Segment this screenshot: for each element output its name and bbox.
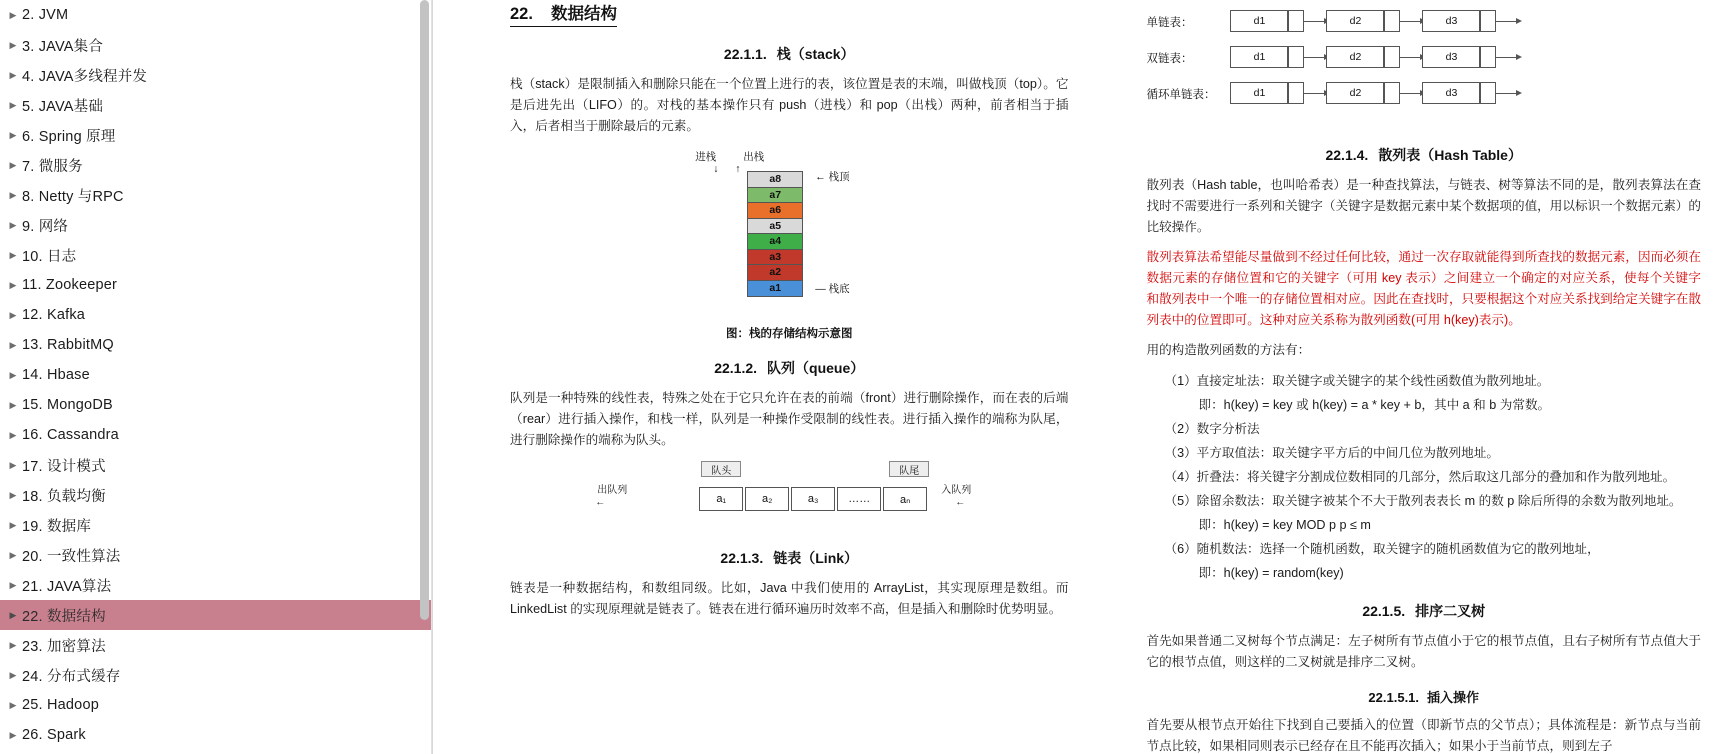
sidebar-item-19[interactable]: [0, 510, 431, 540]
chevron-right-icon[interactable]: ▶: [9, 669, 17, 680]
section-heading-link: [510, 548, 1068, 568]
chevron-right-icon[interactable]: ▶: [9, 429, 17, 440]
chevron-right-icon[interactable]: ▶: [9, 399, 17, 410]
section-number-hash: 22.1.4.: [1325, 147, 1369, 163]
linked-node-pointer: [1384, 82, 1400, 104]
queue-enqueue-label: 入队列: [941, 485, 972, 496]
hash-method-item: 即：h(key) = key 或 h(key) = a * key + b，其中 a 和 b 为常数。: [1198, 398, 1551, 412]
hash-method-item: （2）数字分析法: [1164, 422, 1260, 436]
sidebar-item-4[interactable]: [0, 60, 431, 90]
section-number-insert: 22.1.5.1.: [1368, 690, 1420, 705]
stack-cell: a3: [748, 250, 802, 266]
sidebar-item-13[interactable]: [0, 330, 431, 360]
linked-connector: [1496, 57, 1518, 58]
linked-node-pointer: [1288, 10, 1304, 32]
chapter-number: 22.: [510, 5, 533, 23]
sidebar-item-26[interactable]: [0, 720, 431, 750]
sidebar-item-3[interactable]: [0, 30, 431, 60]
linked-connector: [1304, 21, 1326, 22]
section-number-link: 22.1.3.: [720, 550, 764, 566]
linked-connector: [1400, 93, 1422, 94]
queue-cell: aₙ: [883, 487, 927, 511]
queue-cell: ……: [837, 487, 881, 511]
sidebar-item-15[interactable]: [0, 390, 431, 420]
queue-dequeue-label: 出队列: [597, 485, 628, 496]
sidebar-item-label: 12. Kafka: [22, 307, 86, 323]
page-right: [1102, 0, 1735, 754]
chevron-right-icon[interactable]: ▶: [9, 39, 17, 50]
section-number-stack: 22.1.1.: [723, 46, 767, 62]
sidebar-item-label: 20. 一致性算法: [22, 548, 121, 565]
sidebar-item-11[interactable]: [0, 270, 431, 300]
sidebar-item-label: 14. Hbase: [22, 367, 90, 383]
stack-figure: [639, 149, 939, 317]
sidebar-item-6[interactable]: [0, 120, 431, 150]
chapter-heading: [510, 0, 617, 27]
sidebar-item-label: 4. JAVA多线程并发: [22, 68, 148, 85]
chapter-title: 数据结构: [550, 5, 617, 23]
linked-row-label: 单链表：: [1146, 17, 1193, 29]
linked-node-pointer: [1384, 10, 1400, 32]
sidebar-item-17[interactable]: [0, 450, 431, 480]
stack-cell: a2: [748, 265, 802, 281]
sidebar-scrollbar-thumb[interactable]: [420, 0, 429, 620]
sidebar-item-9[interactable]: [0, 210, 431, 240]
section-heading-insert: [1146, 687, 1701, 706]
section-number-bst: 22.1.5.: [1362, 603, 1406, 619]
sidebar-item-label: 7. 微服务: [22, 158, 83, 175]
chevron-right-icon[interactable]: ▶: [9, 549, 17, 560]
section-number-queue: 22.1.2.: [714, 360, 758, 376]
sidebar-item-label: 16. Cassandra: [22, 427, 119, 443]
linked-node-pointer: [1480, 82, 1496, 104]
queue-cell: a₁: [699, 487, 743, 511]
linked-connector: [1496, 21, 1518, 22]
stack-cell: a4: [748, 234, 802, 250]
chevron-right-icon[interactable]: ▶: [9, 249, 17, 260]
linked-row-label: 双链表：: [1146, 53, 1193, 65]
divider-line: [432, 0, 433, 754]
sidebar-item-7[interactable]: [0, 150, 431, 180]
sidebar-item-18[interactable]: [0, 480, 431, 510]
linked-connector: [1304, 57, 1326, 58]
chevron-right-icon[interactable]: ▶: [9, 729, 17, 740]
sidebar-item-5[interactable]: [0, 90, 431, 120]
stack-push-label: 进栈 ↓: [695, 151, 719, 175]
section-title-hash: 散列表（Hash Table）: [1378, 147, 1522, 163]
linked-node: d2: [1326, 82, 1384, 104]
stack-cell: a7: [748, 188, 802, 204]
chevron-right-icon[interactable]: ▶: [9, 129, 17, 140]
sidebar-item-2[interactable]: [0, 0, 431, 30]
chevron-right-icon[interactable]: ▶: [9, 699, 17, 710]
hash-method-item: 即：h(key) = random(key): [1198, 566, 1344, 580]
sidebar-item-label: 18. 负载均衡: [22, 488, 106, 505]
linked-connector: [1304, 93, 1326, 94]
sidebar-item-label: 23. 加密算法: [22, 638, 106, 655]
sidebar-item-label: 2. JVM: [22, 7, 69, 23]
stack-cell: a8: [748, 172, 802, 188]
sidebar-item-25[interactable]: [0, 690, 431, 720]
chevron-right-icon[interactable]: ▶: [9, 639, 17, 650]
stack-cell: a5: [748, 219, 802, 235]
section-heading-hash: [1146, 145, 1701, 165]
chevron-right-icon[interactable]: ▶: [9, 609, 17, 620]
chevron-right-icon[interactable]: ▶: [9, 309, 17, 320]
linked-connector: [1400, 57, 1422, 58]
sidebar-item-label: 19. 数据库: [22, 518, 92, 535]
hash-method-item: （5）除留余数法：取关键字被某个不大于散列表表长 m 的数 p 除后所得的余数为散列地址。: [1164, 494, 1682, 508]
hash-method-list: [1146, 370, 1701, 584]
chevron-right-icon[interactable]: ▶: [9, 339, 17, 350]
outline-sidebar[interactable]: [0, 0, 432, 754]
queue-figure: 队头 队尾 出队列 入队列 ← ← a₁ a₂ a₃ …… aₙ: [589, 461, 989, 531]
hash-method-item: （6）随机数法：选择一个随机函数，取关键字的随机函数值为它的散列地址，: [1164, 542, 1600, 556]
hash-paragraph-3: 用的构造散列函数的方法有：: [1146, 343, 1311, 357]
linked-list-figure: [1146, 0, 1706, 128]
chevron-right-icon[interactable]: ▶: [9, 189, 17, 200]
chevron-right-icon[interactable]: ▶: [9, 459, 17, 470]
chevron-right-icon[interactable]: ▶: [9, 519, 17, 530]
sidebar-item-22[interactable]: [0, 600, 431, 630]
sidebar-item-label: 21. JAVA算法: [22, 578, 112, 595]
sidebar-item-label: 13. RabbitMQ: [22, 337, 114, 353]
section-title-link: 链表（Link）: [773, 550, 859, 566]
sidebar-item-12[interactable]: [0, 300, 431, 330]
stack-paragraph: 栈（stack）是限制插入和删除只能在一个位置上进行的表，该位置是表的末端，叫做栈顶（top）。它是后进先出（LIFO）的。对栈的基本操作只有 push（进栈）和 pop（出栈）两种，前者相当于插入，后者相当于删除最后的元素。: [510, 77, 1069, 133]
insert-paragraph: 首先要从根节点开始往下找到自己要插入的位置（即新节点的父节点）；具体流程是：新节点与当前节点比较，如果相同则表示已经存在且不能再次插入；如果小于当前节点，则到左子: [1146, 718, 1701, 753]
sidebar-item-16[interactable]: [0, 420, 431, 450]
linked-node: d2: [1326, 10, 1384, 32]
sidebar-item-label: 3. JAVA集合: [22, 38, 104, 55]
queue-cell: a₂: [745, 487, 789, 511]
outline-list[interactable]: [0, 0, 431, 750]
linked-node: d2: [1326, 46, 1384, 68]
linked-node: d1: [1230, 46, 1288, 68]
sidebar-item-10[interactable]: [0, 240, 431, 270]
sidebar-item-label: 11. Zookeeper: [22, 277, 118, 293]
sidebar-item-label: 5. JAVA基础: [22, 98, 104, 115]
stack-bottom-annotation: — 栈底: [815, 283, 850, 295]
queue-paragraph: 队列是一种特殊的线性表，特殊之处在于它只允许在表的前端（front）进行删除操作，而在表的后端（rear）进行插入操作，和栈一样，队列是一种操作受限制的线性表。进行插入操作的端称为队尾，进行删除操作的端称为队头。: [510, 391, 1069, 447]
sidebar-item-label: 8. Netty 与RPC: [22, 188, 124, 205]
section-title-stack: 栈（stack）: [776, 46, 855, 62]
queue-cell: a₃: [791, 487, 835, 511]
chevron-right-icon[interactable]: ▶: [9, 9, 17, 20]
linked-node-pointer: [1288, 82, 1304, 104]
hash-method-item: 即：h(key) = key MOD p p ≤ m: [1198, 518, 1371, 532]
linked-node-pointer: [1480, 10, 1496, 32]
sidebar-item-label: 17. 设计模式: [22, 458, 106, 475]
sidebar-item-20[interactable]: [0, 540, 431, 570]
sidebar-item-24[interactable]: [0, 660, 431, 690]
bst-paragraph: 首先如果普通二叉树每个节点满足：左子树所有节点值小于它的根节点值，且右子树所有节点值大于它的根节点值，则这样的二叉树就是排序二叉树。: [1146, 634, 1701, 669]
link-paragraph: 链表是一种数据结构，和数组同级。比如，Java 中我们使用的 ArrayList，其实现原理是数组。而 LinkedList 的实现原理就是链表了。链表在进行循环遍历时效率不高，但是插入和删除时优势明显。: [510, 581, 1069, 616]
linked-node-pointer: [1288, 46, 1304, 68]
linked-arrow-icon: [1516, 54, 1522, 60]
sidebar-scrollbar[interactable]: [420, 0, 429, 754]
linked-node: d3: [1422, 82, 1480, 104]
stack-cell: a6: [748, 203, 802, 219]
chevron-right-icon[interactable]: ▶: [9, 369, 17, 380]
sidebar-item-21[interactable]: [0, 570, 431, 600]
hash-paragraph-2: 散列表算法希望能尽量做到不经过任何比较，通过一次存取就能得到所查找的数据元素，因而必须在数据元素的存储位置和它的关键字（可用 key 表示）之间建立一个确定的对应关系，使每个关键字和散列表中一个唯一的存储位置相对应。因此在查找时，只要根据这个对应关系找到给定关键字在散列表中的位置即可。这种对应关系称为散列函数(可用 h(key)表示)。: [1146, 250, 1701, 327]
sidebar-item-label: 15. MongoDB: [22, 397, 113, 413]
sidebar-item-label: 25. Hadoop: [22, 697, 99, 713]
sidebar-item-label: 9. 网络: [22, 218, 69, 235]
chevron-right-icon[interactable]: ▶: [9, 219, 17, 230]
linked-node-pointer: [1384, 46, 1400, 68]
section-title-bst: 排序二叉树: [1415, 603, 1486, 619]
chevron-right-icon[interactable]: ▶: [9, 69, 17, 80]
stack-figure-caption: 图：栈的存储结构示意图: [725, 328, 853, 340]
linked-arrow-icon: [1516, 18, 1522, 24]
linked-node: d1: [1230, 10, 1288, 32]
sidebar-item-label: 26. Spark: [22, 727, 86, 743]
sidebar-item-label: 24. 分布式缓存: [22, 668, 121, 685]
linked-connector: [1400, 21, 1422, 22]
hash-method-item: （1）直接定址法：取关键字或关键字的某个线性函数值为散列地址。: [1164, 374, 1550, 388]
chevron-right-icon[interactable]: ▶: [9, 279, 17, 290]
chevron-right-icon[interactable]: ▶: [9, 579, 17, 590]
page-left: [476, 0, 1102, 754]
hash-method-item: （4）折叠法：将关键字分割成位数相同的几部分，然后取这几部分的叠加和作为散列地址。: [1164, 470, 1676, 484]
section-heading-bst: [1146, 601, 1701, 621]
linked-node-pointer: [1480, 46, 1496, 68]
linked-connector: [1496, 93, 1518, 94]
document-pages[interactable]: [476, 0, 1735, 754]
section-title-queue: 队列（queue）: [767, 360, 865, 376]
sidebar-item-label: 22. 数据结构: [22, 608, 106, 625]
chevron-right-icon[interactable]: ▶: [9, 159, 17, 170]
sidebar-item-8[interactable]: [0, 180, 431, 210]
linked-row-label: 循环单链表：: [1146, 89, 1216, 101]
section-title-insert: 插入操作: [1427, 690, 1480, 705]
queue-head-tag: 队头: [701, 461, 741, 477]
stack-top-annotation: ← 栈顶: [815, 171, 850, 183]
stack-pop-label: 出栈 ↑: [735, 151, 765, 175]
chevron-right-icon[interactable]: ▶: [9, 99, 17, 110]
section-heading-stack: [510, 44, 1068, 64]
sidebar-item-label: 6. Spring 原理: [22, 128, 116, 145]
sidebar-item-label: 10. 日志: [22, 248, 77, 265]
sidebar-item-23[interactable]: [0, 630, 431, 660]
linked-node: d1: [1230, 82, 1288, 104]
stack-cells: [747, 171, 803, 297]
chevron-right-icon[interactable]: ▶: [9, 489, 17, 500]
linked-arrow-icon: [1516, 90, 1522, 96]
linked-node: d3: [1422, 46, 1480, 68]
hash-method-item: （3）平方取值法：取关键字平方后的中间几位为散列地址。: [1164, 446, 1499, 460]
sidebar-item-14[interactable]: [0, 360, 431, 390]
section-heading-queue: [510, 358, 1068, 378]
stack-cell: a1: [748, 281, 802, 297]
linked-node: d3: [1422, 10, 1480, 32]
queue-tail-tag: 队尾: [889, 461, 929, 477]
hash-paragraph-1: 散列表（Hash table，也叫哈希表）是一种查找算法，与链表、树等算法不同的是，散列表算法在查找时不需要进行一系列和关键字（关键字是数据元素中某个数据项的值，用以标识一个数据元素）的比较操作。: [1146, 178, 1701, 234]
sidebar-page-divider: [432, 0, 476, 754]
